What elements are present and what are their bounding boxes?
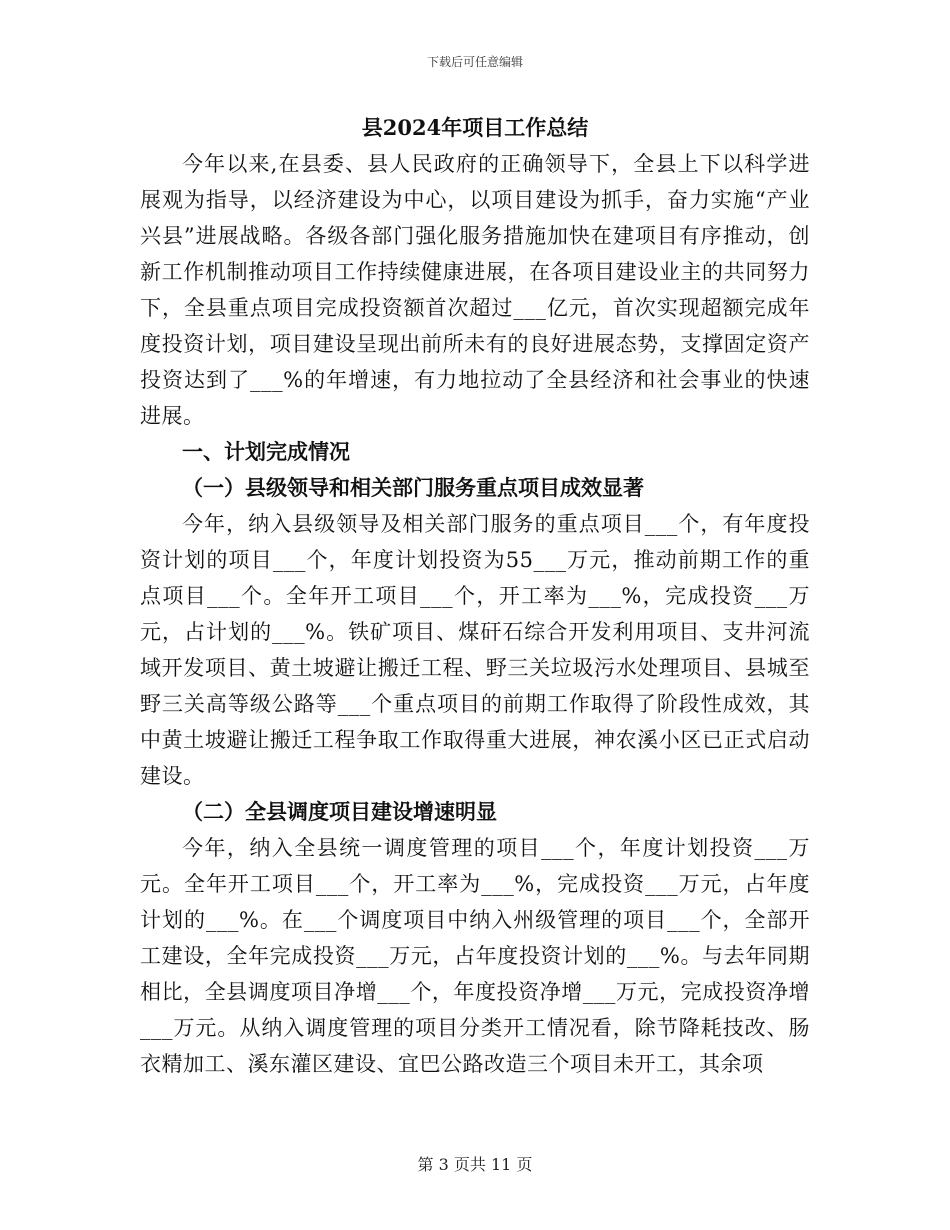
- subsection-heading-2: （二）全县调度项目建设增速明显: [182, 799, 497, 824]
- intro-paragraph: 今年以来,在县委、县人民政府的正确领导下，全县上下以科学进展观为指导，以经济建设为中心，以项目建设为抓手，奋力实施“产业兴县”进展战略。各级各部门强化服务措施加快在建项目有序推动，创新工作机制推动项目工作持续健康进展，在各项目建设业主的共同努力下，全县重点项目完成投资额首次超过___亿元，首次实现超额完成年度投资计划，项目建设呈现出前所未有的良好进展态势，支撑固定资产投资达到了___%的年增速，有力地拉动了全县经济和社会事业的快速进展。: [140, 152, 810, 428]
- header-note: 下载后可任意编辑: [426, 55, 523, 69]
- subsection-heading-1: （一）县级领导和相关部门服务重点项目成效显著: [182, 475, 644, 500]
- subsection-2-paragraph: 今年，纳入全县统一调度管理的项目___个，年度计划投资___万元。全年开工项目___个，开工率为___%，完成投资___万元，占年度计划的___%。在___个调度项目中纳入州级管理的项目___个，全部开工建设，全年完成投资___万元，占年度投资计划的___%。与去年同期相比，全县调度项目净增___个，年度投资净增___万元，完成投资净增___万元。从纳入调度管理的项目分类开工情况看，除节降耗技改、肠衣精加工、溪东灌区建设、宜巴公路改造三个项目未开工，其余项: [140, 836, 810, 1076]
- document-body: [140, 110, 810, 1082]
- subsection-1-paragraph: 今年，纳入县级领导及相关部门服务的重点项目___个，有年度投资计划的项目___个，年度计划投资为55___万元，推动前期工作的重点项目___个。全年开工项目___个，开工率为___%，完成投资___万元，占计划的___%。铁矿项目、煤矸石综合开发利用项目、支井河流域开发项目、黄土坡避让搬迁工程、野三关垃圾污水处理项目、县城至野三关高等级公路等___个重点项目的前期工作取得了阶段性成效，其中黄土坡避让搬迁工程争取工作取得重大进展，神农溪小区已正式启动建设。: [140, 512, 810, 788]
- section-heading-plan-completion: 一、计划完成情况: [182, 439, 350, 464]
- document-title: 县2024年项目工作总结: [361, 115, 589, 140]
- page-number-footer: 第 3 页共 11 页: [417, 1155, 533, 1174]
